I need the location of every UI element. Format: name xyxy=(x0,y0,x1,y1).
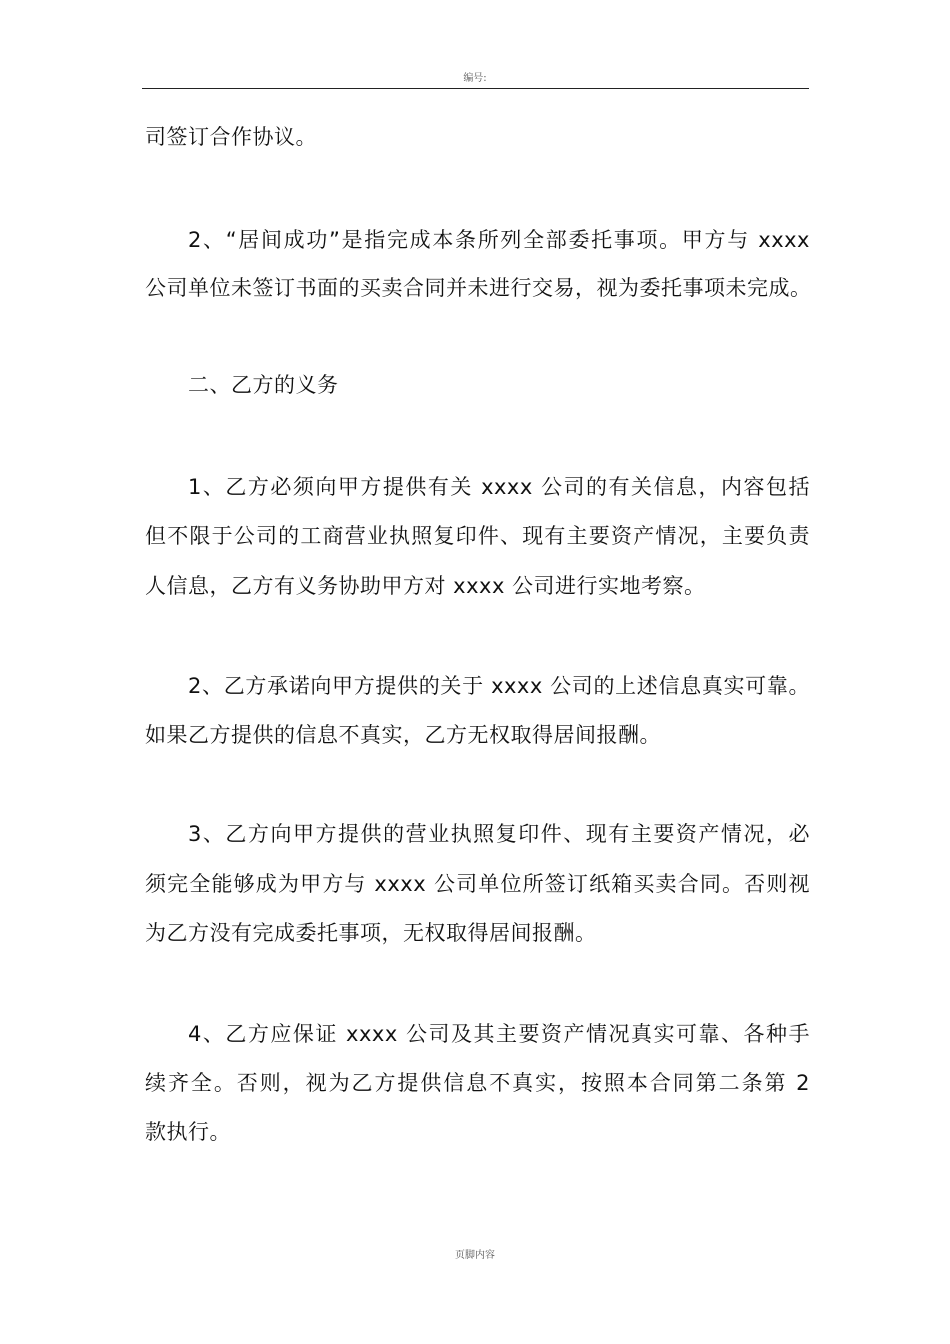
paragraph-line: 公司单位未签订书面的买卖合同并未进行交易，视为委托事项未完成。 xyxy=(145,276,812,300)
header-divider xyxy=(142,88,809,89)
paragraph-line: 3、乙方向甲方提供的营业执照复印件、现有主要资产情况，必 xyxy=(188,822,810,846)
paragraph-line: 须完全能够成为甲方与 xxxx 公司单位所签订纸箱买卖合同。否则视 xyxy=(145,872,810,896)
paragraph-line: 款执行。 xyxy=(145,1120,231,1144)
paragraph-line: 司签订合作协议。 xyxy=(145,125,317,149)
paragraph-line: 4、乙方应保证 xxxx 公司及其主要资产情况真实可靠、各种手 xyxy=(188,1022,810,1046)
paragraph-line: 2、“居间成功”是指完成本条所列全部委托事项。甲方与 xxxx xyxy=(188,228,810,252)
footer-label: 页脚内容 xyxy=(455,1250,495,1261)
paragraph-line: 如果乙方提供的信息不真实，乙方无权取得居间报酬。 xyxy=(145,723,661,747)
paragraph-line: 续齐全。否则，视为乙方提供信息不真实，按照本合同第二条第 2 xyxy=(145,1071,810,1095)
paragraph-line: 为乙方没有完成委托事项，无权取得居间报酬。 xyxy=(145,921,597,945)
section-heading: 二、乙方的义务 xyxy=(188,373,339,397)
paragraph-line: 2、乙方承诺向甲方提供的关于 xxxx 公司的上述信息真实可靠。 xyxy=(188,674,810,698)
document-number-label: 编号: xyxy=(463,73,487,84)
paragraph-line: 1、乙方必须向甲方提供有关 xxxx 公司的有关信息，内容包括 xyxy=(188,475,810,499)
paragraph-line: 人信息，乙方有义务协助甲方对 xxxx 公司进行实地考察。 xyxy=(145,574,706,598)
paragraph-line: 但不限于公司的工商营业执照复印件、现有主要资产情况，主要负责 xyxy=(145,524,810,548)
